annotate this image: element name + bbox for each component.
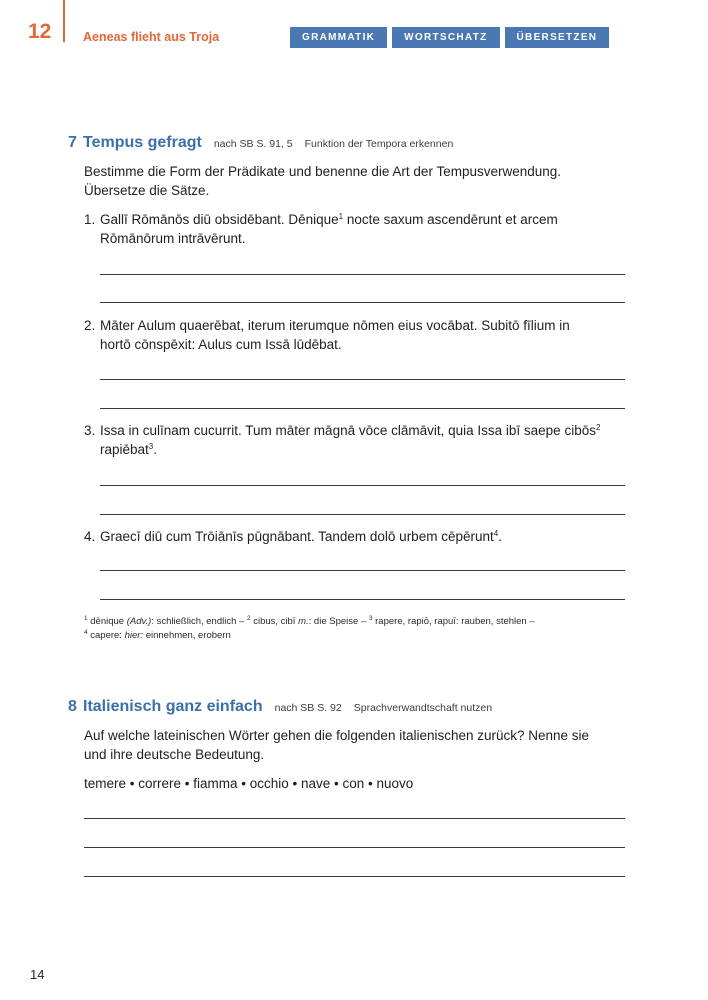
exercise-title: Italienisch ganz einfach — [83, 698, 263, 715]
instruction-line: Auf welche lateinischen Wörter gehen die folgenden italienischen zurück? Nenne sie — [84, 728, 590, 743]
chapter-title: Aeneas flieht aus Troja — [83, 30, 220, 44]
answer-line[interactable] — [100, 485, 625, 486]
item-text: Gallī Rōmānōs diū obsidēbant. Dēnique$^1$ nocte saxum ascendērunt et arcem — [100, 212, 558, 227]
exercise-8-instruction — [84, 726, 684, 764]
exercise-number: 7 — [68, 134, 77, 151]
item-text: rapiēbat$^3$. — [100, 442, 158, 457]
answer-line[interactable] — [100, 599, 625, 600]
item-text: Māter Aulum quaerēbat, iterum iterumque nōmen eius vocābat. Subitō fīlium in — [100, 318, 570, 333]
chapter-divider — [63, 0, 65, 42]
answer-line[interactable] — [100, 302, 625, 303]
instruction-line: und ihre deutsche Bedeutung. — [84, 747, 265, 762]
footnote-marker: 1 — [338, 212, 344, 221]
italian-word-list: temere • correre • fiamma • occhio • nave • con • nuovo — [84, 776, 414, 791]
page-number: 14 — [30, 967, 45, 982]
item-text: hortō cōnspēxit: Aulus cum Issā lūdēbat. — [100, 337, 342, 352]
answer-line[interactable] — [84, 818, 625, 819]
exercise-item-3 — [84, 421, 664, 459]
tab-grammatik[interactable]: GRAMMATIK — [290, 27, 387, 48]
section-tabs — [290, 27, 609, 48]
footnote-line: $^4$ capere: hier: einnehmen, erobern — [84, 629, 231, 641]
chapter-number: 12 — [28, 20, 52, 43]
answer-line[interactable] — [100, 408, 625, 409]
item-number: 2. — [84, 318, 96, 333]
instruction-line: Übersetze die Sätze. — [84, 183, 210, 198]
exercise-7-instruction — [84, 162, 684, 200]
exercise-7-heading — [68, 134, 453, 152]
item-text: Rōmānōrum intrāvērunt. — [100, 231, 246, 246]
exercise-number: 8 — [68, 698, 77, 715]
instruction-line: Bestimme die Form der Prädikate und benenne die Art der Tempusverwendung. — [84, 164, 562, 179]
item-text: Graecī diū cum Trōiānīs pūgnābant. Tandem dolō urbem cēpērunt$^4$. — [100, 529, 502, 544]
exercise-item-2 — [84, 316, 644, 354]
item-number: 4. — [84, 529, 96, 544]
exercise-8-heading — [68, 698, 492, 716]
exercise-item-1 — [84, 210, 644, 248]
item-number: 3. — [84, 423, 96, 438]
exercise-skill: Sprachverwandtschaft nutzen — [353, 702, 493, 714]
answer-line[interactable] — [100, 379, 625, 380]
exercise-reference: nach SB S. 92 — [274, 702, 342, 714]
answer-line[interactable] — [100, 570, 625, 571]
answer-line[interactable] — [100, 274, 625, 275]
answer-line[interactable] — [84, 847, 625, 848]
tab-uebersetzen[interactable]: ÜBERSETZEN — [505, 27, 610, 48]
footnote-marker: 2 — [595, 423, 601, 432]
footnotes — [84, 615, 644, 643]
tab-wortschatz[interactable]: WORTSCHATZ — [392, 27, 499, 48]
item-text: Issa in culīnam cucurrit. Tum māter māgnā vōce clāmāvit, quia Issa ibī saepe cibōs$^2$ — [100, 423, 601, 438]
footnote-marker: 4 — [493, 529, 499, 538]
footnote-line: $^1$ dēnique (Adv.): schließlich, endlich – $^2$ cibus, cibī m.: die Speise – $^3$ rapere, rapiō, rapuī: rauben, stehlen – — [84, 615, 535, 627]
exercise-reference: nach SB S. 91, 5 — [213, 138, 293, 150]
answer-line[interactable] — [100, 514, 625, 515]
exercise-skill: Funktion der Tempora erkennen — [304, 138, 454, 150]
footnote-marker: 3 — [148, 442, 154, 451]
exercise-item-4 — [84, 527, 644, 546]
answer-line[interactable] — [84, 876, 625, 877]
item-number: 1. — [84, 212, 96, 227]
exercise-title: Tempus gefragt — [83, 134, 202, 151]
